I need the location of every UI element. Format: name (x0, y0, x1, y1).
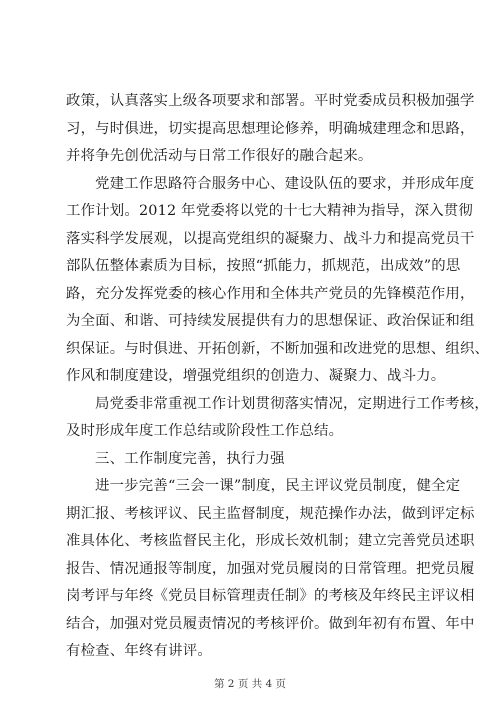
text-line: 结合，加强对党员履责情况的考核评价。做到年初有布置、年中 (66, 615, 475, 632)
text-line: 习，与时俱进，切实提高思想理论修养，明确城建理念和思路， (66, 120, 475, 137)
section-heading (66, 446, 436, 474)
text-line: 进一步完善“三会一课”制度，民主评议党员制度，健全定 (95, 478, 461, 494)
text-line: 有检查、年终有讲评。 (66, 643, 212, 659)
text-line: 工作计划。2012 年党委将以党的十七大精神为指导，深入贯彻 (66, 203, 473, 219)
text-line: 并将争先创优活动与日常工作很好的融合起来。 (66, 148, 373, 164)
text-line: 党建工作思路符合服务中心、建设队伍的要求，并形成年度 (95, 175, 475, 192)
text-line: 三、工作制度完善，执行力强 (95, 450, 285, 467)
text-line: 及时形成年度工作总结或阶段性工作总结。 (66, 423, 344, 439)
text-line: 部队伍整体素质为目标，按照“抓能力，抓规范，出成效”的思 (66, 258, 461, 274)
paragraph (66, 473, 475, 666)
text-line: 落实科学发展观，以提高党组织的凝聚力、战斗力和提高党员干 (66, 230, 475, 247)
text-line: 准具体化、考核监督民主化，形成长效机制；建立完善党员述职 (66, 533, 475, 549)
text-line: 作风和制度建设，增强党组织的创造力、凝聚力、战斗力。 (66, 368, 446, 384)
page-footer: 第 2 页 共 4 页 (213, 678, 287, 690)
text-line: 织保证。与时俱进、开拓创新，不断加强和改进党的思想、组织、 (66, 340, 490, 357)
text-line: 岗考评与年终《党员目标管理责任制》的考核及年终民主评议相 (66, 588, 475, 604)
paragraph (66, 391, 489, 446)
text-line: 为全面、和谐、可持续发展提供有力的思想保证、政治保证和组 (66, 313, 475, 329)
document-body (66, 88, 490, 666)
text-line: 期汇报、考核评议、民主监督制度，规范操作办法，做到评定标 (66, 505, 475, 522)
paragraph (66, 171, 490, 391)
text-line: 报告、情况通报等制度，加强对党员履岗的日常管理。把党员履 (66, 560, 475, 577)
text-line: 局党委非常重视工作计划贯彻落实情况，定期进行工作考核， (95, 395, 489, 412)
text-line: 路，充分发挥党委的核心作用和全体共产党员的先锋模范作用， (66, 285, 475, 302)
text-line: 政策，认真落实上级各项要求和部署。平时党委成员积极加强学 (66, 93, 475, 109)
paragraph (66, 88, 475, 171)
